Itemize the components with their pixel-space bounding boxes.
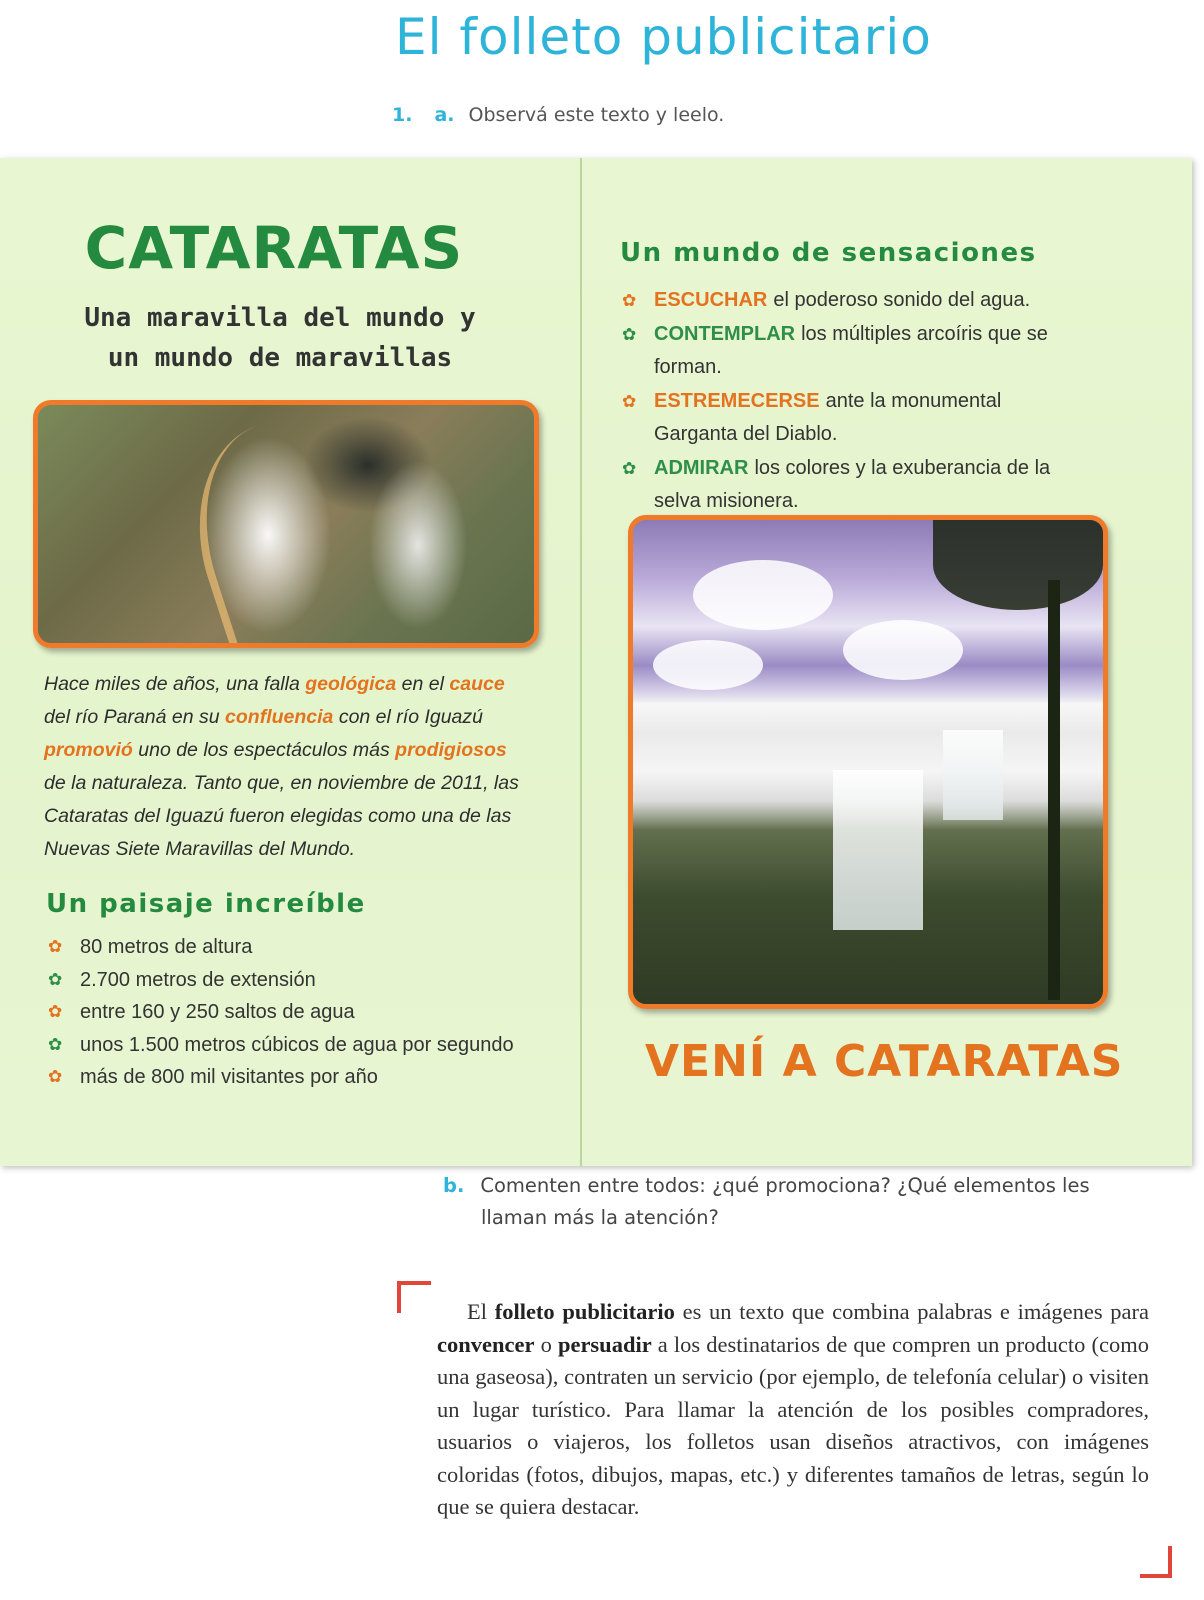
- question-text-line2: llaman más la atención?: [481, 1206, 719, 1229]
- sensation-item: [622, 385, 1162, 452]
- cloud-shape: [843, 620, 963, 680]
- landscape-item: [48, 996, 568, 1029]
- sensations-list: [622, 284, 1162, 519]
- question-letter: a.: [434, 104, 455, 126]
- landscape-item-text: unos 1.500 metros cúbicos de agua por segundo: [80, 1033, 514, 1056]
- highlighted-word: confluencia: [225, 706, 334, 728]
- flower-bullet-icon: ✿: [48, 937, 63, 956]
- brochure-subtitle: [50, 298, 510, 378]
- landscape-item: [48, 1029, 568, 1062]
- question-1b: [443, 1170, 1183, 1234]
- highlighted-word: geológica: [305, 673, 397, 695]
- cloud-shape: [653, 640, 763, 690]
- flower-bullet-icon: ✿: [622, 291, 637, 310]
- question-number: 1.: [392, 104, 413, 126]
- landscape-list: [48, 931, 568, 1094]
- highlighted-word: cauce: [449, 673, 505, 695]
- flower-bullet-icon: ✿: [622, 391, 637, 411]
- landscape-item-text: entre 160 y 250 saltos de agua: [80, 1001, 355, 1023]
- intro-text: en el: [396, 673, 450, 695]
- intro-text: de la naturaleza. Tanto que, en noviembre de 2011, las Cataratas del Iguazú fueron elegidas como una de las Nuevas Siete Maravillas del Mundo.: [44, 772, 519, 860]
- key-term: convencer: [437, 1331, 535, 1357]
- intro-text: con el río Iguazú: [333, 706, 483, 728]
- cloud-shape: [693, 560, 833, 630]
- sensations-heading: Un mundo de sensaciones: [620, 238, 1037, 268]
- intro-paragraph: [44, 668, 524, 866]
- key-term: persuadir: [557, 1331, 652, 1357]
- question-letter: b.: [443, 1174, 465, 1197]
- landscape-item-text: más de 800 mil visitantes por año: [80, 1066, 378, 1088]
- question-text: Observá este texto y leelo.: [468, 104, 725, 126]
- sensation-text: el poderoso sonido del agua.: [773, 289, 1031, 311]
- waterfall-shape: [943, 730, 1003, 820]
- question-text-line1: Comenten entre todos: ¿qué promociona? ¿Qué elementos les: [480, 1174, 1090, 1197]
- box-corner-bottom-right: [1140, 1546, 1172, 1578]
- brochure-title: CATARATAS: [84, 214, 464, 282]
- sensation-text: los múltiples arcoíris que se forman.: [654, 322, 1048, 378]
- palm-fronds: [933, 520, 1103, 610]
- highlighted-word: prodigiosos: [395, 739, 507, 761]
- sensation-item: [622, 318, 1162, 385]
- rainbow-shape: [168, 406, 386, 648]
- subtitle-line: Una maravilla del mundo y: [84, 303, 476, 333]
- landscape-item: [48, 931, 568, 964]
- waterfall-shape: [833, 770, 923, 930]
- definition-box: [437, 1296, 1149, 1524]
- intro-text: del río Paraná en su: [44, 706, 226, 728]
- flower-bullet-icon: ✿: [48, 1067, 63, 1086]
- box-corner-top-left: [397, 1281, 431, 1313]
- flower-bullet-icon: ✿: [48, 969, 63, 989]
- page-title: El folleto publicitario: [395, 8, 932, 66]
- sensation-verb: ADMIRAR: [654, 456, 749, 479]
- flower-bullet-icon: ✿: [48, 1002, 63, 1021]
- landscape-item: [48, 1061, 568, 1094]
- palm-trunk: [1048, 580, 1060, 1000]
- sensation-verb: ESCUCHAR: [654, 289, 768, 311]
- definition-text: es un texto que combina palabras e imágenes para: [674, 1299, 1149, 1324]
- subtitle-line: un mundo de maravillas: [107, 343, 453, 373]
- waterfall-photo: [628, 515, 1108, 1009]
- question-1a: [392, 104, 724, 126]
- definition-text: a los destinatarios de que compren un producto (como una gaseosa), contraten un servicio (por ejemplo, de telefonía celular) o visiten un lugar turístico. Para llamar la atención de los posibles compradores, usuarios o viajeros, los folletos usan diseños atractivos, con imágenes coloridas (fotos, dibujos, mapas, etc.) y diferentes tamaños de letras, según lo que se quiera destacar.: [437, 1331, 1150, 1519]
- sensation-verb: CONTEMPLAR: [654, 322, 796, 345]
- sensation-item: [622, 452, 1162, 519]
- flower-bullet-icon: ✿: [48, 1034, 63, 1054]
- sensation-text: ante la monumental Garganta del Diablo.: [654, 389, 1002, 445]
- sensation-verb: ESTREMECERSE: [654, 389, 820, 412]
- highlighted-word: promovió: [44, 739, 133, 761]
- brochure-fold: [580, 158, 582, 1166]
- sensation-text: los colores y la exuberancia de la selva misionera.: [654, 456, 1051, 512]
- definition-paragraph: [437, 1296, 1149, 1524]
- intro-text: uno de los espectáculos más: [132, 739, 396, 761]
- brochure: [0, 158, 1192, 1166]
- flower-bullet-icon: ✿: [622, 324, 637, 344]
- key-term: folleto publicitario: [494, 1299, 675, 1324]
- definition-text: El: [467, 1299, 495, 1324]
- landscape-heading: Un paisaje increíble: [46, 889, 366, 919]
- landscape-item: [48, 964, 568, 997]
- definition-text: o: [534, 1331, 558, 1357]
- flower-bullet-icon: ✿: [622, 458, 637, 478]
- gorge-photo: [33, 400, 539, 648]
- landscape-item-text: 80 metros de altura: [80, 936, 253, 958]
- intro-text: Hace miles de años, una falla: [44, 673, 306, 695]
- call-to-action: VENÍ A CATARATAS: [645, 1036, 1124, 1087]
- landscape-item-text: 2.700 metros de extensión: [80, 968, 316, 991]
- sensation-item: [622, 284, 1162, 318]
